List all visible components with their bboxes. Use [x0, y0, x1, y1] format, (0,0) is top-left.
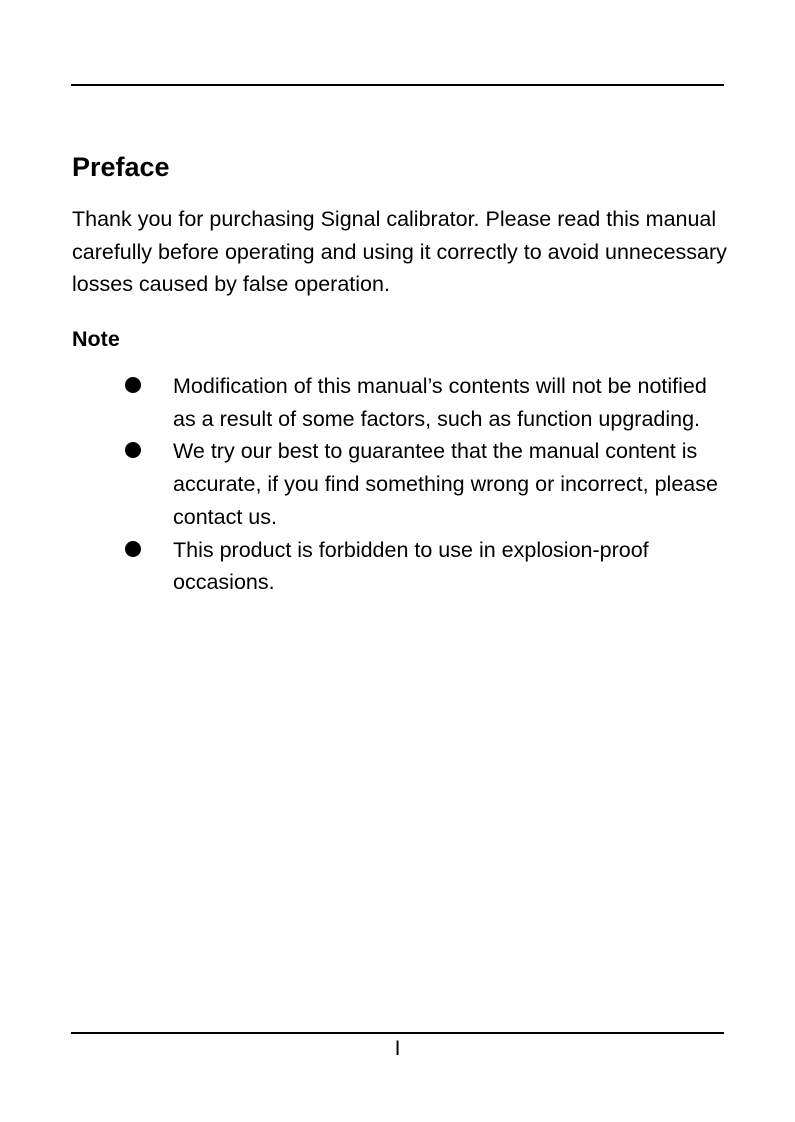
footer-rule [71, 1032, 724, 1034]
note-item [0, 370, 733, 435]
note-list [0, 370, 795, 599]
intro-paragraph: Thank you for purchasing Signal calibrator. Please read this manual carefully before operating and using it correctly to avoid unnecessary losses caused by false operation. [72, 207, 727, 297]
bullet-icon [125, 442, 141, 458]
note-item-text: Modification of this manual’s contents will not be notified as a result of some factors, such as function upgrading. [173, 374, 707, 431]
page-title: Preface [72, 152, 170, 182]
note-heading: Note [72, 327, 120, 351]
note-item-text: We try our best to guarantee that the manual content is accurate, if you find something wrong or incorrect, please contact us. [173, 439, 718, 529]
header-rule [71, 84, 724, 86]
bullet-icon [125, 541, 141, 557]
note-item [0, 435, 733, 533]
bullet-icon [125, 377, 141, 393]
note-item-text: This product is forbidden to use in explosion-proof occasions. [173, 537, 649, 595]
page-number: I [394, 1037, 401, 1060]
note-item [0, 534, 733, 599]
